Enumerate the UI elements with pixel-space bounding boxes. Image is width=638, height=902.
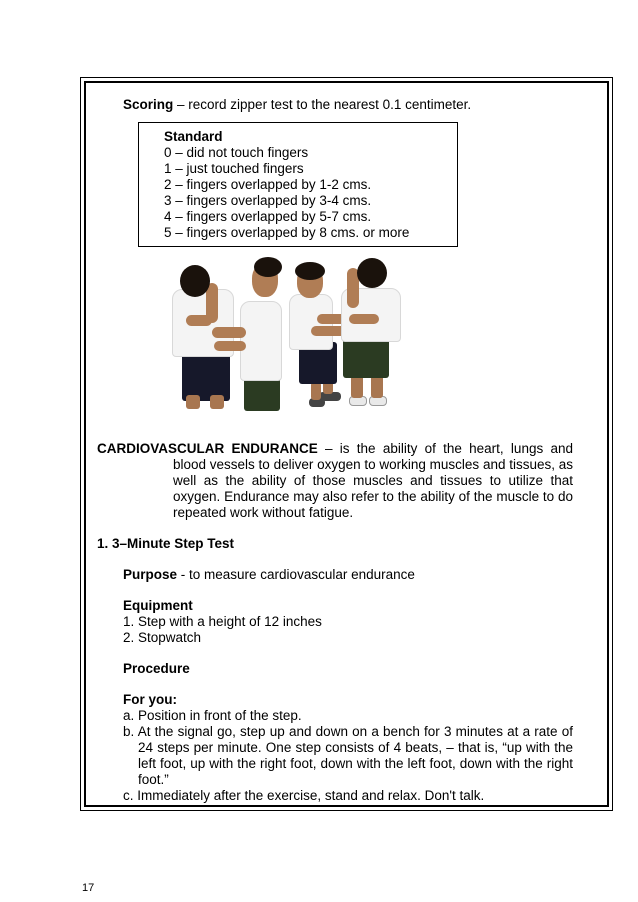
standard-box — [138, 122, 458, 247]
standard-item: 1 – just touched fingers — [164, 161, 304, 176]
scoring-label: Scoring — [123, 97, 174, 112]
equipment-label: Equipment — [123, 598, 193, 613]
equipment-block — [123, 598, 322, 646]
standard-item: 2 – fingers overlapped by 1-2 cms. — [164, 177, 372, 192]
zipper-test-photo-side — [287, 258, 403, 412]
test-heading: 1. 3–Minute Step Test — [97, 536, 235, 551]
procedure-step: a. Position in front of the step. — [123, 708, 302, 723]
procedure-label: Procedure — [123, 661, 190, 676]
purpose-text: - to measure cardiovascular endurance — [177, 567, 415, 582]
scoring-line — [123, 97, 471, 113]
scoring-text: – record zipper test to the nearest 0.1 centimeter. — [173, 97, 472, 112]
page-number: 17 — [82, 882, 95, 894]
standard-item: 0 – did not touch fingers — [164, 145, 309, 160]
equipment-item: 1. Step with a height of 12 inches — [123, 614, 322, 629]
standard-item: 3 – fingers overlapped by 3-4 cms. — [164, 193, 372, 208]
equipment-item: 2. Stopwatch — [123, 630, 202, 645]
for-you-label: For you: — [123, 692, 177, 707]
cardio-paragraph — [97, 441, 573, 521]
purpose-label: Purpose — [123, 567, 178, 582]
cardio-first-line: – is the ability of the heart, lungs and — [317, 441, 573, 456]
procedure-step: b. At the signal go, step up and down on a bench for 3 minutes at a rate of 24 steps per minute. One step consists of 4 beats, – that is, “up with the left foot, up with the right foot, down with the left foot, down with the right foot.” — [123, 724, 573, 787]
standard-item: 5 – fingers overlapped by 8 cms. or more — [164, 225, 410, 240]
standard-title: Standard — [164, 129, 223, 144]
purpose-line — [123, 567, 415, 583]
procedure-steps — [123, 708, 573, 804]
cardio-term: CARDIOVASCULAR ENDURANCE — [97, 441, 318, 456]
cardio-continuation: blood vessels to deliver oxygen to working muscles and tissues, as well as the ability of those muscles and tissues to utilize that oxygen. Endurance may also refer to the ability of the muscle to do repeated work without fatigue. — [173, 457, 573, 520]
zipper-test-photo-back — [168, 255, 282, 411]
procedure-step: c. Immediately after the exercise, stand and relax. Don't talk. — [123, 788, 485, 803]
standard-item: 4 – fingers overlapped by 5-7 cms. — [164, 209, 372, 224]
